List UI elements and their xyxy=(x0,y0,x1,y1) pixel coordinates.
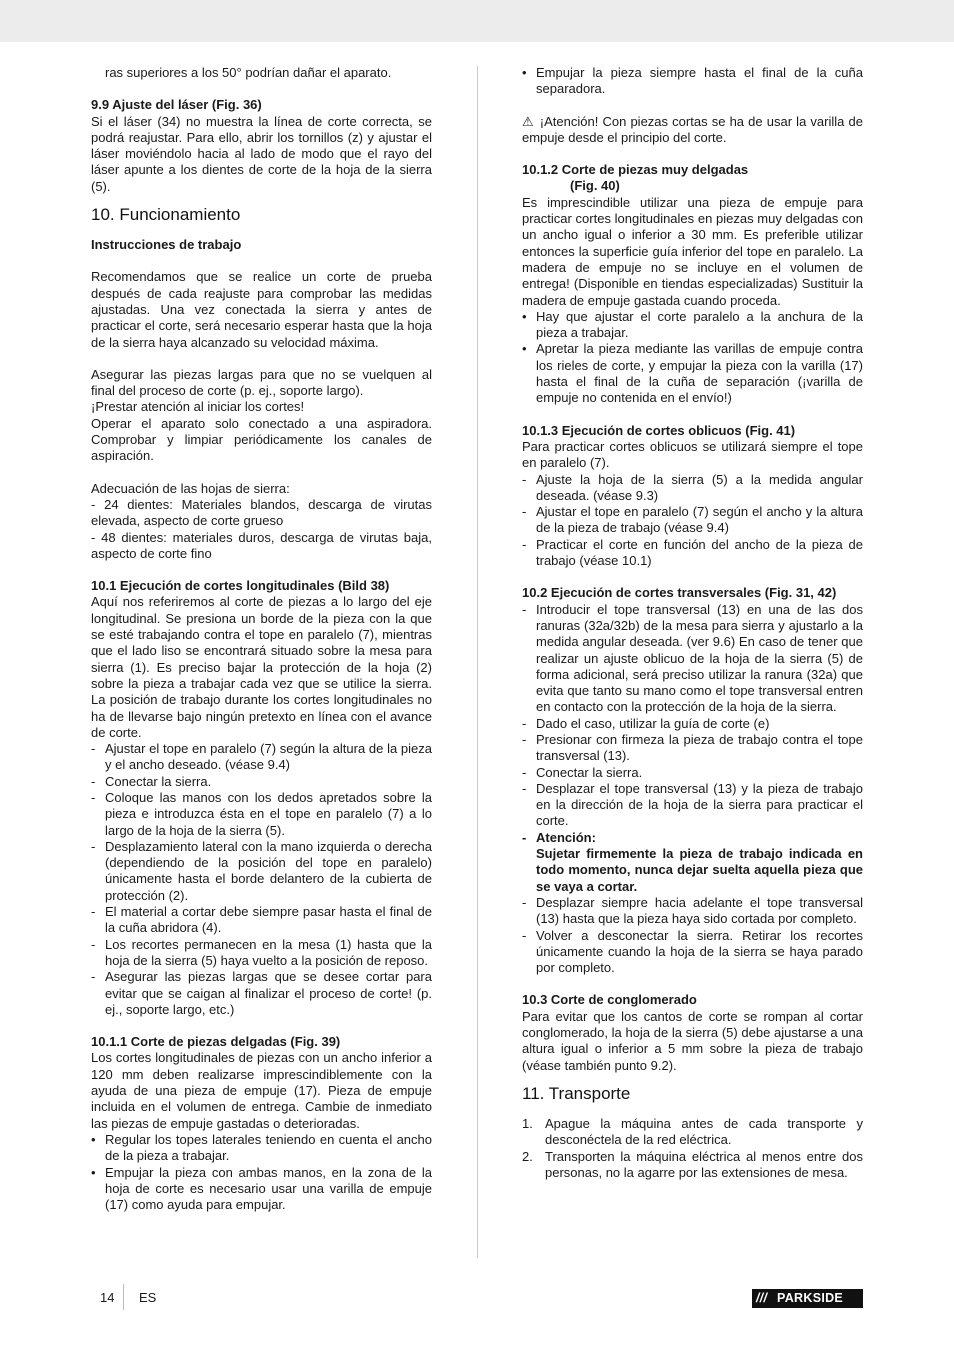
list-item: - Dado el caso, utilizar la guía de corte (e) xyxy=(522,715,770,731)
list-item: - El material a cortar debe siempre pasar hasta el final de la cuña abridora (4). xyxy=(91,904,432,936)
list-item: - Desplazar el tope transversal (13) y la pieza de trabajo en la dirección de la hoja de la sierra para practicar el corte. xyxy=(522,780,863,829)
section-10-2-title: 10.2 Ejecución de cortes transversales (Fig. 31, 42) xyxy=(522,585,837,601)
list-item: - Los recortes permanecen en la mesa (1) hasta que la hoja de la sierra (5) haya vuelto a la posición de reposo. xyxy=(91,936,432,968)
list-item: • Apretar la pieza mediante las varillas de empuje contra los rieles de corte, y empujar la pieza con la varilla (17) hasta el final de la cuña de separación (¡varilla de empuje no contenida en el envío!) xyxy=(522,341,863,406)
list-item: - Ajustar el tope en paralelo (7) según el ancho y la altura de la pieza de trabajo (véase 9.4) xyxy=(522,504,863,536)
blades-48-teeth: - 48 dientes: materiales duros, descarga de virutas baja, aspecto de corte fino xyxy=(91,529,432,561)
section-10-1-2-text: Es imprescindible utilizar una pieza de empuje para practicar cortes longitudinales en piezas muy delgadas con un ancho igual o inferior a 30 mm. Es preferible utilizar entonces la superficie guía inferior del tope en paralelo. La madera de empuje no se incluye en el volumen de entrega! (Disponible en tiendas especializadas) Sustituir la madera de empuje gastada cuando proceda. xyxy=(522,194,863,308)
attention-item: - Atención: Sujetar firmemente la pieza de trabajo indicada en todo momento, nunca dejar suelta aquella pieza que se vaya a cortar. xyxy=(522,829,863,894)
work-instructions-paragraph-4: Operar el aparato solo conectado a una aspiradora. Comprobar y limpiar periódicamente los canales de aspiración. xyxy=(91,415,432,464)
list-item: - Coloque las manos con los dedos apretados sobre la pieza e introduzca ésta en el tope en paralelo (7) a lo largo de la hoja de la sierra (5). xyxy=(91,789,432,838)
list-item: - Desplazar siempre hacia adelante el tope transversal (13) hasta que la pieza haya sido cortada por completo. xyxy=(522,894,863,927)
section-10-1-1-list xyxy=(91,1132,432,1213)
list-item: 1. Apague la máquina antes de cada transporte y desconéctela de la red eléctrica. xyxy=(522,1115,863,1148)
list-item: - Ajuste la hoja de la sierra (5) a la medida angular deseada. (véase 9.3) xyxy=(522,471,863,503)
header-band xyxy=(0,0,954,42)
section-10-3-title: 10.3 Corte de conglomerado xyxy=(522,992,697,1008)
left-column xyxy=(91,65,432,1213)
blades-24-teeth: - 24 dientes: Materiales blandos, descarga de virutas elevada, aspecto de corte grueso xyxy=(91,496,432,529)
section-10-1-2-list xyxy=(522,309,863,407)
work-instructions-paragraph-1: Recomendamos que se realice un corte de prueba después de cada reajuste para comprobar las medidas ajustadas. Una vez conectada la sierra y antes de practicar el corte, será necesario esperar hasta que la hoja de la sierra haya alcanzado su velocidad máxima. xyxy=(91,269,432,350)
list-item: - Practicar el corte en función del ancho de la pieza de trabajo (véase 10.1) xyxy=(522,536,863,569)
list-item: - Ajustar el tope en paralelo (7) según la altura de la pieza y el ancho deseado. (véase 9.4) xyxy=(91,741,432,773)
section-10-2-list xyxy=(522,602,863,977)
work-instructions-paragraph-2: Asegurar las piezas largas para que no se vuelquen al final del proceso de corte (p. ej., soporte largo). xyxy=(91,366,432,399)
section-10-1-list xyxy=(91,741,432,1018)
warning-note: ⚠ ¡Atención! Con piezas cortas se ha de usar la varilla de empuje desde el principio del corte. xyxy=(522,113,863,145)
section-10-1-1-text: Los cortes longitudinales de piezas con un ancho inferior a 120 mm deben realizarse imprescindiblemente con la ayuda de una pieza de empuje (17). Pieza de empuje incluida en el volumen de entrega. Cambie de inmediato las piezas de empuje gastadas o deterioradas. xyxy=(91,1050,432,1131)
list-item: • Hay que ajustar el corte paralelo a la anchura de la pieza a trabajar. xyxy=(522,308,863,341)
section-10-title: 10. Funcionamiento xyxy=(91,205,241,225)
page-number: 14 xyxy=(100,1290,115,1305)
right-column xyxy=(522,65,863,1181)
section-10-1-3-list xyxy=(522,472,863,570)
list-item: 2. Transporten la máquina eléctrica al menos entre dos personas, no la agarre por las extensiones de mesa. xyxy=(522,1148,863,1180)
list-item: - Presionar con firmeza la pieza de trabajo contra el tope transversal (13). xyxy=(522,731,863,764)
intro-text: ras superiores a los 50° podrían dañar el aparato. xyxy=(105,65,392,80)
section-10-1-3-text: Para practicar cortes oblicuos se utilizará siempre el tope en paralelo (7). xyxy=(522,438,863,471)
section-10-1-3-title: 10.1.3 Ejecución de cortes oblicuos (Fig. 41) xyxy=(522,422,796,438)
list-item: - Asegurar las piezas largas que se desee cortar para evitar que se caigan al finalizar el proceso de corte! (p. ej., soporte largo, etc.) xyxy=(91,969,432,1017)
warning-triangle-icon: ⚠ xyxy=(522,113,534,129)
column-divider xyxy=(477,66,478,1258)
section-9-9-text: Si el láser (34) no muestra la línea de corte correcta, se podrá reajustar. Para ello, abrir los tornillos (z) y ajustar el láser moviéndolo hacia al lado de modo que el rayo del láser apunte a los dientes de corte de la hoja de la sierra (5). xyxy=(91,113,432,194)
work-instructions-title: Instrucciones de trabajo xyxy=(91,237,242,253)
list-item: • Regular los topes laterales teniendo en cuenta el ancho de la pieza a trabajar. xyxy=(91,1131,432,1164)
section-11-list xyxy=(522,1116,863,1181)
blades-intro: Adecuación de las hojas de sierra: xyxy=(91,480,290,496)
section-10-1-text: Aquí nos referiremos al corte de piezas a lo largo del eje longitudinal. Se presiona un borde de la pieza con la que se esté trabajando contra el tope en paralelo (7), mientras que el lado liso se encontrará situado sobre la mesa para sierra (1). Es preciso bajar la protección de la hoja (2) sobre la pieza a trabajar cada vez que se utilice la sierra. La posición de trabajo durante los cortes longitudinales no ha de llevarse bajo ningún pretexto en línea con el avance de corte. xyxy=(91,594,432,740)
parkside-logo: /// PARKSIDE xyxy=(752,1289,863,1308)
list-item: • Empujar la pieza con ambas manos, en la zona de la hoja de corte es necesario usar una varilla de empuje (17) como ayuda para empujar. xyxy=(91,1164,432,1213)
section-11-title: 11. Transporte xyxy=(522,1083,631,1103)
list-item: • Empujar la pieza siempre hasta el final de la cuña separadora. xyxy=(522,65,863,97)
list-item: - Conectar la sierra. xyxy=(91,773,212,789)
section-10-1-title: 10.1 Ejecución de cortes longitudinales (Bild 38) xyxy=(91,578,390,594)
section-10-1-1-title: 10.1.1 Corte de piezas delgadas (Fig. 39) xyxy=(91,1034,341,1050)
language-code: ES xyxy=(139,1290,157,1305)
list-item: - Introducir el tope transversal (13) en una de las dos ranuras (32a/32b) de la mesa para sierra y ajustarlo a la medida angular deseada. (ver 9.6) En caso de tener que realizar un ajuste oblicuo de la hoja de la sierra (5) de forma adicional, será preciso utilizar la ranura (32a) que evita que tanto su mano como el tope transversal entren en contacto con la protección de la hoja de la sierra. xyxy=(522,601,863,715)
list-item: - Desplazamiento lateral con la mano izquierda o derecha (dependiendo de la posición del tope en paralelo) únicamente hasta el borde delantero de la cubierta de protección (2). xyxy=(91,838,432,903)
right-top-list xyxy=(522,65,863,98)
section-10-3-text: Para evitar que los cantos de corte se rompan al cortar conglomerado, la hoja de la sierra (5) debe ajustarse a una altura igual o inferior a 5 mm sobre la pieza de trabajo (véase también punto 9.2). xyxy=(522,1008,863,1073)
work-instructions-paragraph-3: ¡Prestar atención al iniciar los cortes! xyxy=(91,399,305,415)
page-footer xyxy=(0,1282,954,1312)
footer-divider xyxy=(123,1284,124,1310)
section-10-1-2-title: 10.1.2 Corte de piezas muy delgadas (Fig. 40) xyxy=(522,162,749,194)
list-item: - Volver a desconectar la sierra. Retirar los recortes únicamente cuando la hoja de la sierra se haya parado por completo. xyxy=(522,927,863,976)
list-item: - Conectar la sierra. xyxy=(522,764,643,780)
section-9-9-title: 9.9 Ajuste del láser (Fig. 36) xyxy=(91,97,262,113)
